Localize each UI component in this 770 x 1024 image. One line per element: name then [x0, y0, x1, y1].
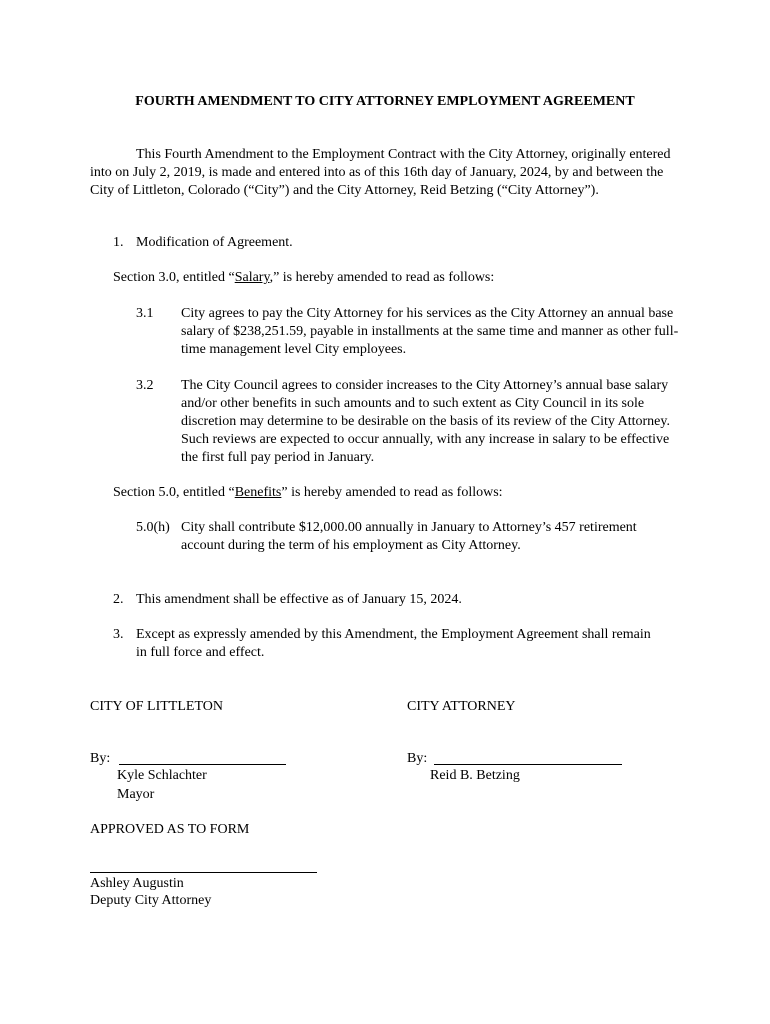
approver-name: Ashley Augustin	[90, 876, 184, 891]
section-5-pre: Section 5.0, entitled “	[113, 485, 235, 500]
section-3-pre: Section 3.0, entitled “	[113, 270, 235, 285]
section-3-1-text: City agrees to pay the City Attorney for his services as the City Attorney an annual base salary of $238,251.59, payable in installments at the same time and manner as other full-time management level City employees.	[181, 306, 679, 357]
section-3-2-number: 3.2	[136, 378, 154, 393]
item-2-text: This amendment shall be effective as of January 15, 2024.	[136, 592, 462, 607]
approved-heading: APPROVED AS TO FORM	[90, 822, 250, 837]
section-5-post: ” is hereby amended to read as follows:	[281, 485, 503, 500]
item-3-number: 3.	[113, 627, 124, 642]
attorney-by-label: By:	[407, 751, 428, 766]
document-title: FOURTH AMENDMENT TO CITY ATTORNEY EMPLOYMENT AGREEMENT	[135, 94, 635, 109]
mayor-name: Kyle Schlachter	[117, 768, 207, 783]
section-3-1-number: 3.1	[136, 306, 154, 321]
item-1-number: 1.	[113, 235, 124, 250]
section-5-0h-text: City shall contribute $12,000.00 annually in January to Attorney’s 457 retirement account during the term of his employment as City Attorney.	[181, 520, 637, 553]
item-1-text: Modification of Agreement.	[136, 235, 293, 250]
attorney-heading: CITY ATTORNEY	[407, 699, 516, 714]
section-3-term: Salary	[234, 270, 270, 285]
section-3-heading	[113, 269, 494, 287]
section-5-heading	[113, 484, 503, 502]
approver-title: Deputy City Attorney	[90, 893, 212, 908]
attorney-signature-line	[434, 764, 622, 765]
section-5-term: Benefits	[234, 485, 282, 500]
mayor-by-label: By:	[90, 751, 111, 766]
attorney-name: Reid B. Betzing	[430, 768, 520, 783]
section-5-0h-number: 5.0(h)	[136, 520, 170, 535]
item-3-text: Except as expressly amended by this Amendment, the Employment Agreement shall remain in full force and effect.	[136, 627, 651, 660]
mayor-signature-line	[119, 764, 286, 765]
item-2-number: 2.	[113, 592, 124, 607]
city-heading: CITY OF LITTLETON	[90, 699, 223, 714]
intro-paragraph: This Fourth Amendment to the Employment Contract with the City Attorney, originally entered into on July 2, 2019, is made and entered into as of this 16th day of January, 2024, by and between the City of Littleton, Colorado (“City”) and the City Attorney, Reid Betzing (“City Attorney”).	[90, 147, 671, 198]
approver-signature-line	[90, 872, 317, 873]
section-3-2-text: The City Council agrees to consider increases to the City Attorney’s annual base salary and/or other benefits in such amounts and to such extent as City Council in its sole discretion may determine to be desirable on the basis of its review of the City Attorney. Such reviews are expected to occur annually, with any increase in salary to be effective the first full pay period in January.	[181, 378, 670, 465]
mayor-title: Mayor	[117, 787, 155, 802]
section-3-post: ,” is hereby amended to read as follows:	[269, 270, 495, 285]
